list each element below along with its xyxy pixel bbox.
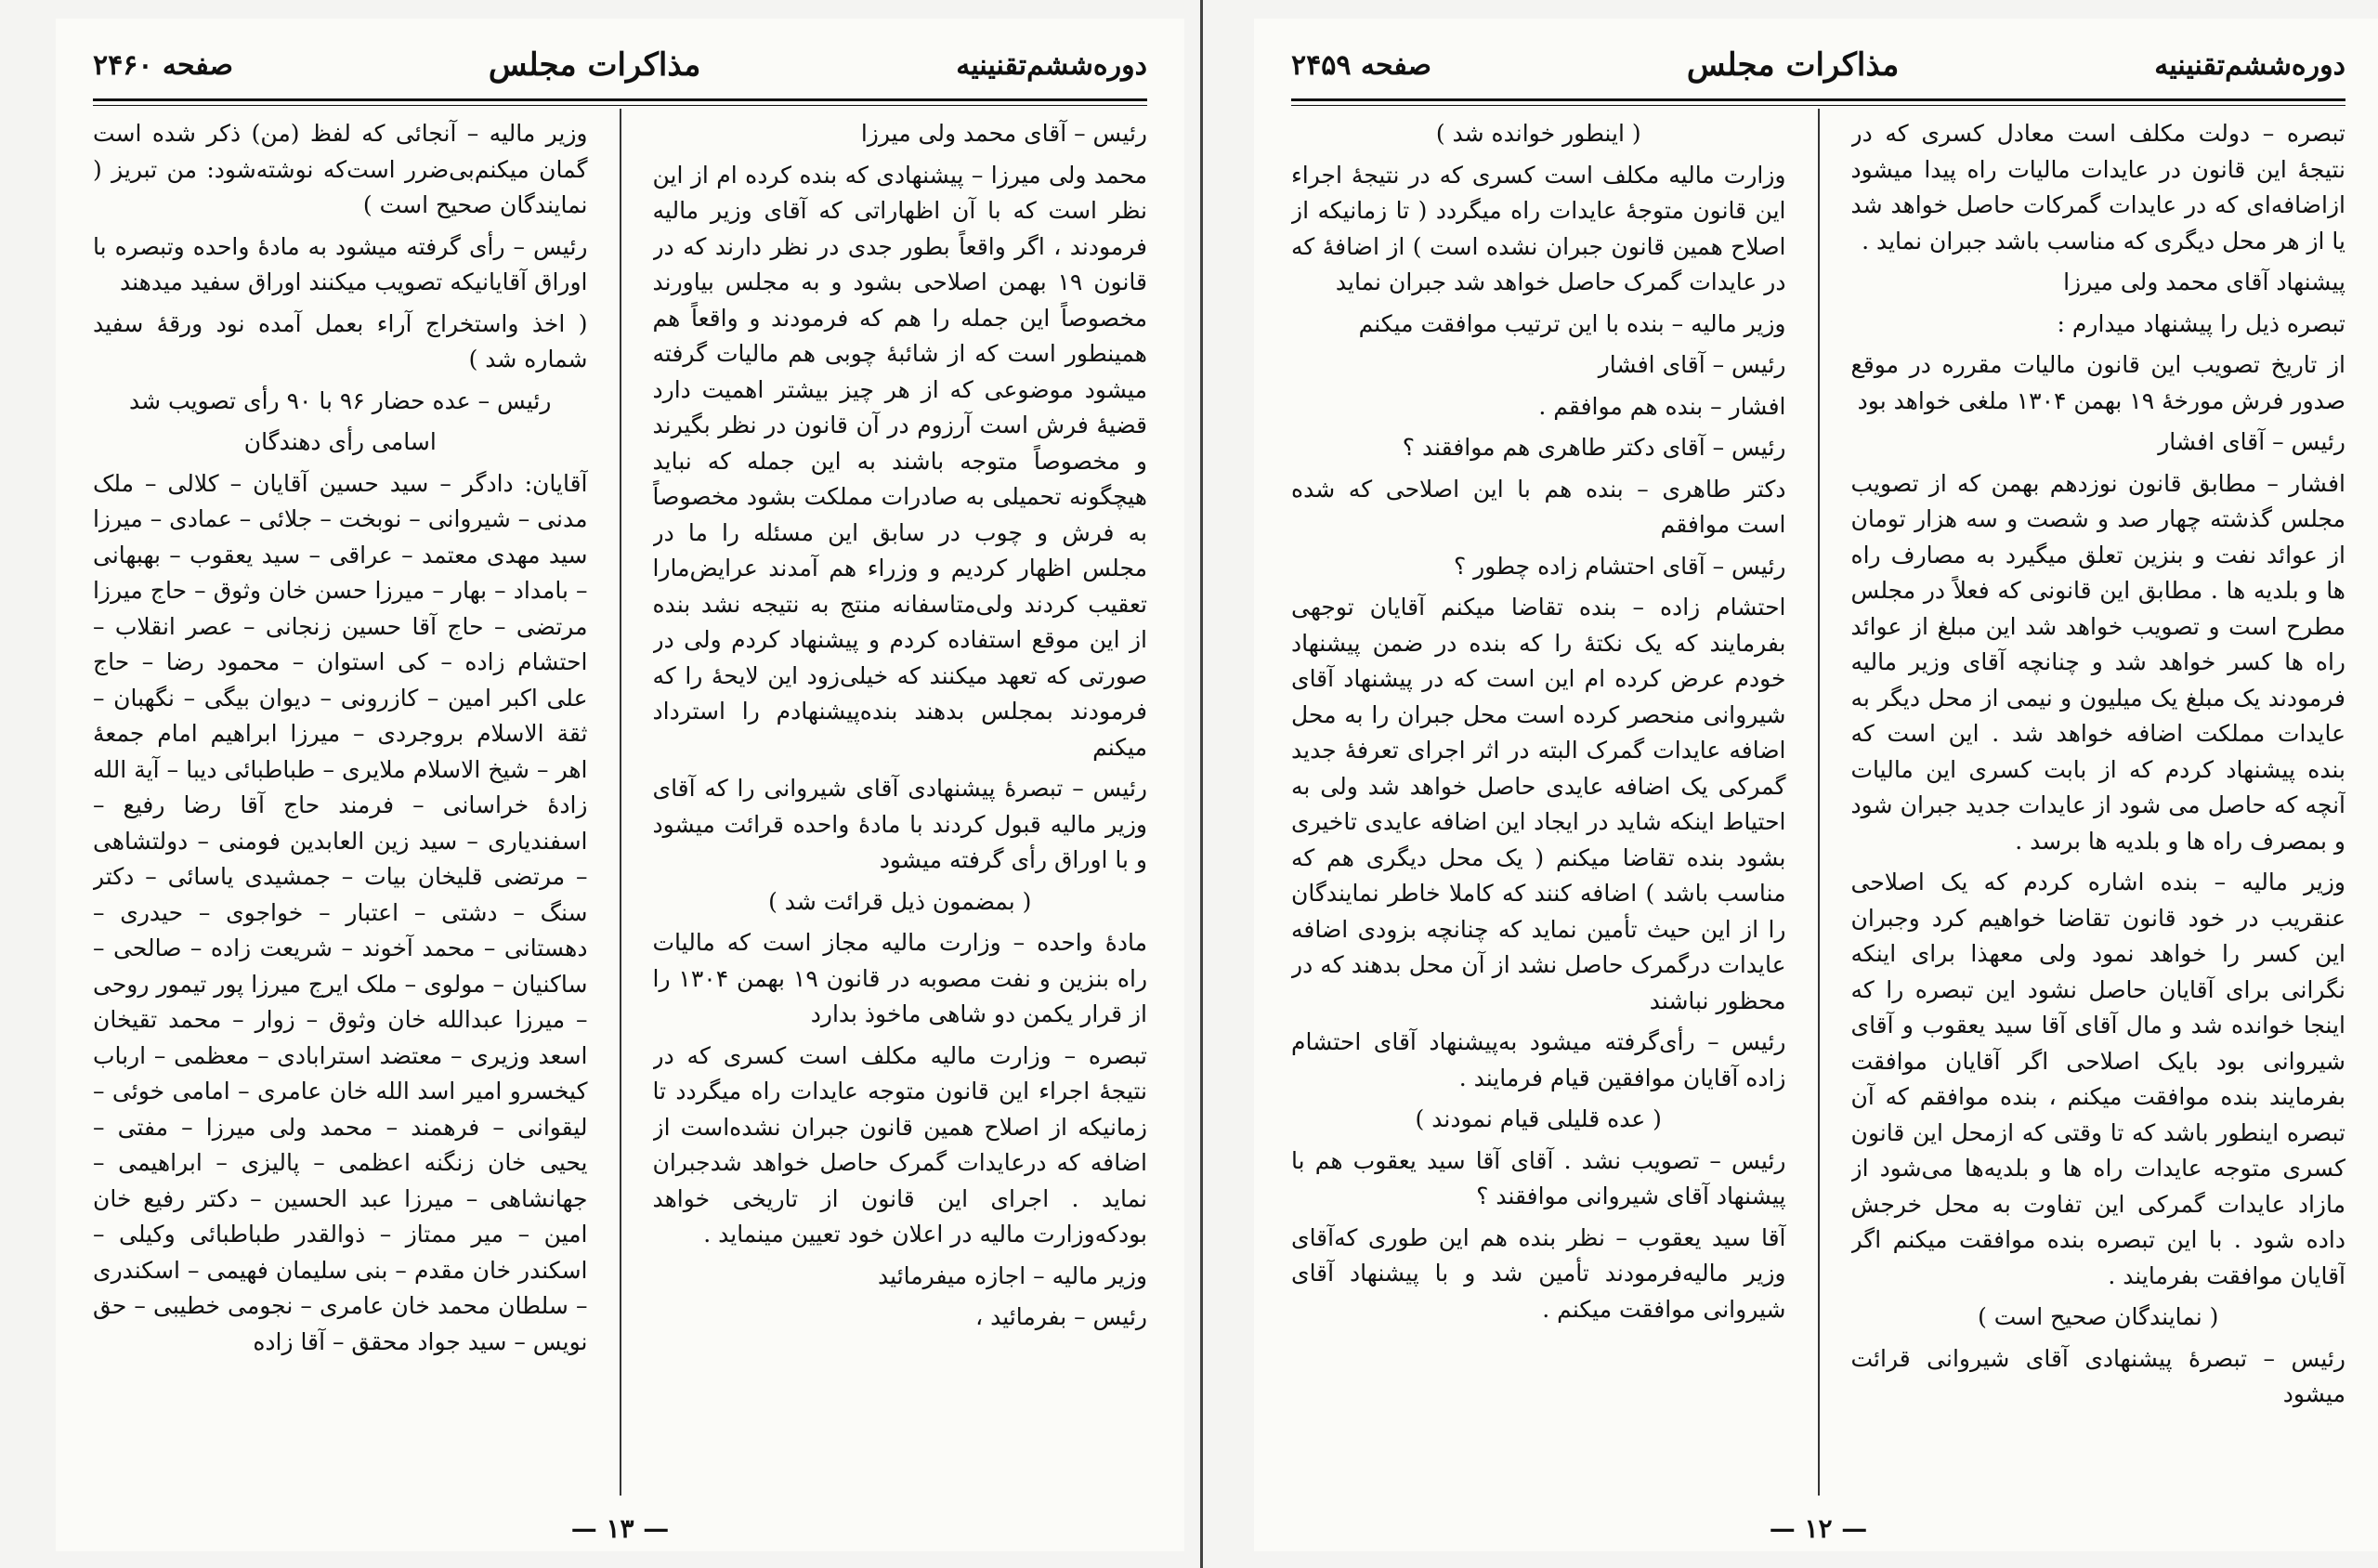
- column-divider: [620, 109, 621, 1496]
- left-page-columns: [93, 116, 1147, 1496]
- paragraph: محمد ولی میرزا – پیشنهادی که بنده کرده ام از این نظر است که با آن اظهاراتی که آقای وزیر مالیه فرمودند ، اگر واقعاً بطور جدی در نظر دارند که در قانون ۱۹ بهمن اصلاحی بشود و به مجلس بیاورند مخصوصاً این جمله را هم که فرمودند و واقعاً هم همینطور است که از شائبهٔ چوبی هم مالیات گرفته میشود موضوعی که از هر چیز بیشتر اهمیت دارد قضیهٔ فرش است آرزوم در آن قانون در نظر بگیرند و مخصوصاً متوجه باشند به این جمله که نباید هیچگونه تحمیلی به صادرات مملکت بشود مخصوصاً به فرش و چوب در سابق این مسئله را ما در مجلس اظهار کردیم و وزراء هم آمدند عرایض‌مارا تعقیب کردند ولی‌متاسفانه منتج به نتیجه نشد بنده از این موقع استفاده کردم و پیشنهاد کردم ولی در صورتی که تعهد میکنند که خیلی‌زود این لایحهٔ را که فرمودند بمجلس بدهند بنده‌پیشنهادم را استرداد میکنم: [652, 161, 1147, 761]
- right-page-column-1: [1851, 116, 2346, 1496]
- paragraph: تبصره – وزارت مالیه مکلف است کسری که در نتیجهٔ اجراء این قانون متوجه عایدات راه میگردد تا زمانیکه از اصلاح همین قانون جبران نشده‌است از اضافه که درعایدات گمرک حاصل خواهد شدجبران نماید . اجرای این قانون از تاریخی خواهد بودکه‌وزارت مالیه در اعلان خود تعیین مینماید .: [652, 1041, 1147, 1248]
- left-header-rule-thin: [93, 105, 1147, 106]
- paragraph: وزیر مالیه – بنده اشاره کردم که یک اصلاحی عنقریب در خود قانون تقاضا خواهیم کرد وجبران این کسر را خواهد نمود ولی معهذا برای اینکه نگرانی برای آقایان حاصل نشود این تبصره را که اینجا خوانده شد و مال آقای آقا سید یعقوب و آقای شیروانی بود بایک اصلاحی اگر آقایان موافقت بفرمایند بنده موافقت میکنم ، بنده موافقم که آن تبصره اینطور باشد که تا وقتی که ازمحل این قانون کسری متوجه عایدات راه ها و بلدیه‌ها می‌شود از مازاد عایدات گمرکی این تفاوت به محل خرجش داده شود . با این تبصره بنده موافقت میکنم اگر آقایان موافقت بفرمایند .: [1850, 869, 2345, 1289]
- right-page-number-label: صفحه ۲۴۵۹: [1291, 48, 1432, 82]
- paragraph: وزیر مالیه – آنجائی که لفظ (من) ذکر شده است گمان میکنم‌بی‌ضرر است‌که نوشته‌شود: من تبریز ( نمایندگان صحیح است ): [93, 120, 588, 218]
- paragraph: از تاریخ تصویب این قانون مالیات مقرره در موقع صدور فرش مورخهٔ ۱۹ بهمن ۱۳۰۴ ملغی خواهد بود: [1850, 351, 2345, 414]
- column-divider: [1818, 109, 1820, 1496]
- paragraph: ( عده قلیلی قیام نمودند ): [1415, 1105, 1662, 1132]
- left-page-number-label: صفحه ۲۴۶۰: [93, 48, 234, 82]
- left-page-footer: — ۱۳ —: [570, 1513, 670, 1544]
- paragraph: رئیس – آقای محمد ولی میرزا: [860, 120, 1147, 147]
- paragraph: ( نمایندگان صحیح است ): [1978, 1303, 2219, 1330]
- paragraph: رئیس – آقای افشار: [2158, 428, 2345, 455]
- right-header-rule-thin: [1291, 105, 2345, 106]
- paragraph: افشار – بنده هم موافقم .: [1538, 392, 1786, 420]
- paragraph: رئیس – آقای دکتر طاهری هم موافقند ؟: [1402, 434, 1786, 461]
- paragraph: ( اینطور خوانده شد ): [1435, 120, 1641, 147]
- paragraph: رئیس – بفرمائید ،: [975, 1303, 1147, 1330]
- paragraph: آقا سید یعقوب – نظر بنده هم این طوری که‌آقای وزیر مالیه‌فرمودند تأمین شد و با پیشنهاد آقای شیروانی موافقت میکنم .: [1291, 1223, 1786, 1323]
- paragraph: رئیس – عده حضار ۹۶ با ۹۰ رأی تصویب شد: [129, 386, 552, 414]
- right-session-label: دوره‌ششم‌تقنینیه: [2154, 48, 2345, 82]
- right-page: [1254, 19, 2378, 1551]
- paragraph: رئیس – آقای افشار: [1598, 351, 1786, 378]
- right-page-column-2: [1291, 116, 1786, 1496]
- paragraph: مادهٔ واحده – وزارت مالیه مجاز است که مالیات راه بنزین و نفت مصوبه در قانون ۱۹ بهمن ۱۳۰۴ را از قرار یکمن دو شاهی ماخوذ بدارد: [652, 929, 1147, 1027]
- paragraph: رئیس – آقای احتشام زاده چطور ؟: [1453, 552, 1786, 580]
- paragraph: رئیس – تبصرهٔ پیشنهادی آقای شیروانی را که آقای وزیر مالیه قبول کردند با مادهٔ واحده قرائت میشود و با اوراق رأی گرفته میشود: [652, 775, 1147, 873]
- paragraph: رئیس – تبصرهٔ پیشنهادی آقای شیروانی قرائت میشود: [1850, 1344, 2345, 1407]
- paragraph: دکتر طاهری – بنده هم با این اصلاحی که شده است موافقم: [1291, 475, 1786, 538]
- paragraph: پیشنهاد آقای محمد ولی میرزا: [2063, 268, 2345, 295]
- left-page: [56, 19, 1184, 1551]
- left-page-header: [93, 37, 1147, 93]
- paragraph: رئیس – تصویب نشد . آقای آقا سید یعقوب هم با پیشنهاد آقای شیروانی موافقند ؟: [1291, 1146, 1786, 1209]
- paragraph: ( اخذ واستخراج آراء بعمل آمده نود ورقهٔ سفید شماره شد ): [93, 309, 588, 372]
- right-header-rule: [1291, 98, 2345, 101]
- section-heading: اسامی رأی دهندگان: [243, 428, 437, 455]
- paragraph: رئیس – رأی‌گرفته میشود به‌پیشنهاد آقای احتشام زاده آقایان موافقین قیام فرمایند .: [1291, 1028, 1786, 1091]
- paragraph: تبصره – دولت مکلف است معادل کسری که در نتیجهٔ این قانون در عایدات مالیات راه پیدا میشود ازاضافه‌ای که در عایدات گمرکات حاصل خواهد شد یا از هر محل دیگری که مناسب باشد جبران نماید .: [1850, 120, 2345, 255]
- paragraph: وزیر مالیه – بنده با این ترتیب موافقت میکنم: [1358, 309, 1786, 337]
- left-page-column-2: [93, 116, 588, 1496]
- paragraph: ( بمضمون ذیل قرائت شد ): [768, 887, 1032, 915]
- paragraph: وزارت مالیه مکلف است کسری که در نتیجهٔ اجراء این قانون متوجهٔ عایدات راه میگردد ( تا زمانیکه از اصلاح همین قانون جبران نشده است ) از اضافهٔ که در عایدات گمرک حاصل خواهد شد جبران نماید: [1291, 161, 1786, 295]
- left-session-label: دوره‌ششم‌تقنینیه: [956, 48, 1147, 82]
- left-page-title: مذاکرات مجلس: [488, 46, 701, 84]
- paragraph: وزیر مالیه – اجازه میفرمائید: [878, 1261, 1147, 1289]
- paragraph: رئیس – رأی گرفته میشود به مادهٔ واحده وتبصره با اوراق آقایانیکه تصویب میکنند اوراق سفید میدهند: [93, 232, 588, 295]
- paragraph: تبصره ذیل را پیشنهاد میدارم :: [2057, 309, 2345, 337]
- left-header-rule: [93, 98, 1147, 101]
- book-gutter: [1200, 0, 1203, 1568]
- left-page-column-1: [653, 116, 1148, 1496]
- paragraph: احتشام زاده – بنده تقاضا میکنم آقایان توجهی بفرمایند که یک نکتهٔ را که بنده در ضمن پیشنهاد خودم عرض کرده ام این است که در پیشنهاد آقای شیروانی منحصر کرده است محل جبران را به محل اضافه عایدات گمرک البته در اثر اجرای تعرفهٔ جدید گمرکی یک اضافه عایدی حاصل خواهد شد ولی به احتیاط اینکه شاید در ایجاد این اضافه عایدی تاخیری بشود بنده تقاضا میکنم ( یک محل دیگری هم که مناسب باشد ) اضافه کنند که کاملا خاطر نمایندگان را از این حیث تأمین نماید که چنانچه بزودی اضافه عایدات درگمرک حاصل نشد از آن محل بدهند که در محظور نباشند: [1291, 594, 1786, 1014]
- right-page-header: [1291, 37, 2345, 93]
- right-page-columns: [1291, 116, 2345, 1496]
- right-page-footer: — ۱۲ —: [1769, 1513, 1868, 1544]
- paragraph: افشار – مطابق قانون نوزدهم بهمن که از تصویب مجلس گذشته چهار صد و شصت و سه هزار تومان از عوائد نفت و بنزین تعلق میگیرد به مصارف راه ها و بلدیه ها . مطابق این قانونی که فعلاً در مجلس مطرح است و تصویب خواهد شد این مبلغ از عوائد راه ها کسر خواهد شد و چنانچه آقای وزیر مالیه فرمودند یک مبلغ یک میلیون و نیمی از محل دیگر به عایدات مملکت اضافه خواهد شد . این است که بنده پیشنهاد کردم که از بابت کسری این مالیات آنچه که حاصل می شود از عایدات جدید جبران شود و بمصرف راه ها و بلدیه ها برسد .: [1850, 469, 2345, 855]
- right-page-title: مذاکرات مجلس: [1686, 46, 1900, 84]
- paragraph: آقایان: دادگر – سید حسین آقایان – کلالی – ملک مدنی – شیروانی – نوبخت – جلائی – عمادی – میرزا سید مهدی معتمد – عراقی – سید یعقوب – بهبهانی – بامداد – بهار – میرزا حسن خان وثوق – حاج میرزا مرتضی – حاج آقا حسین زنجانی – عصر انقلاب – احتشام زاده – کی استوان – محمود رضا – حاج علی اکبر امین – کازرونی – دیوان بیگی – نگهبان – ثقة الاسلام بروجردی – میرزا ابراهیم امام جمعهٔ اهر – شیخ الاسلام ملایری – طباطبائی دیبا – آیة الله زادهٔ خراسانی – فرمند حاج آقا رضا رفیع – اسفندیاری – سید زین العابدین فومنی – دولتشاهی – مرتضی قلیخان بیات – جمشیدی یاسائی – دکتر سنگ – دشتی – اعتبار – خواجوی – حیدری – دهستانی – محمد آخوند – شریعت زاده – صالحی – ساکنیان – مولوی – ملک ایرج میرزا پور تیمور روحی – میرزا عبدالله خان وثوق – زوار – محمد تقیخان اسعد وزیری – معتضد استرابادی – معظمی – ارباب کیخسرو امیر اسد الله خان عامری – امامی خوئی – لیقوانی – فرهمند – محمد ولی میرزا – مفتی – یحیی خان زنگنه اعظمی – پالیزی – ابراهیمی – جهانشاهی – میرزا عبد الحسین – دکتر رفیع خان امین – میر ممتاز – ذوالقدر طباطبائی وکیلی – اسکندر خان مقدم – بنی سلیمان فهیمی – اسکندری – سلطان محمد خان عامری – نجومی خطیبی – حق نویس – سید جواد محقق – آقا زاده: [93, 469, 588, 1355]
